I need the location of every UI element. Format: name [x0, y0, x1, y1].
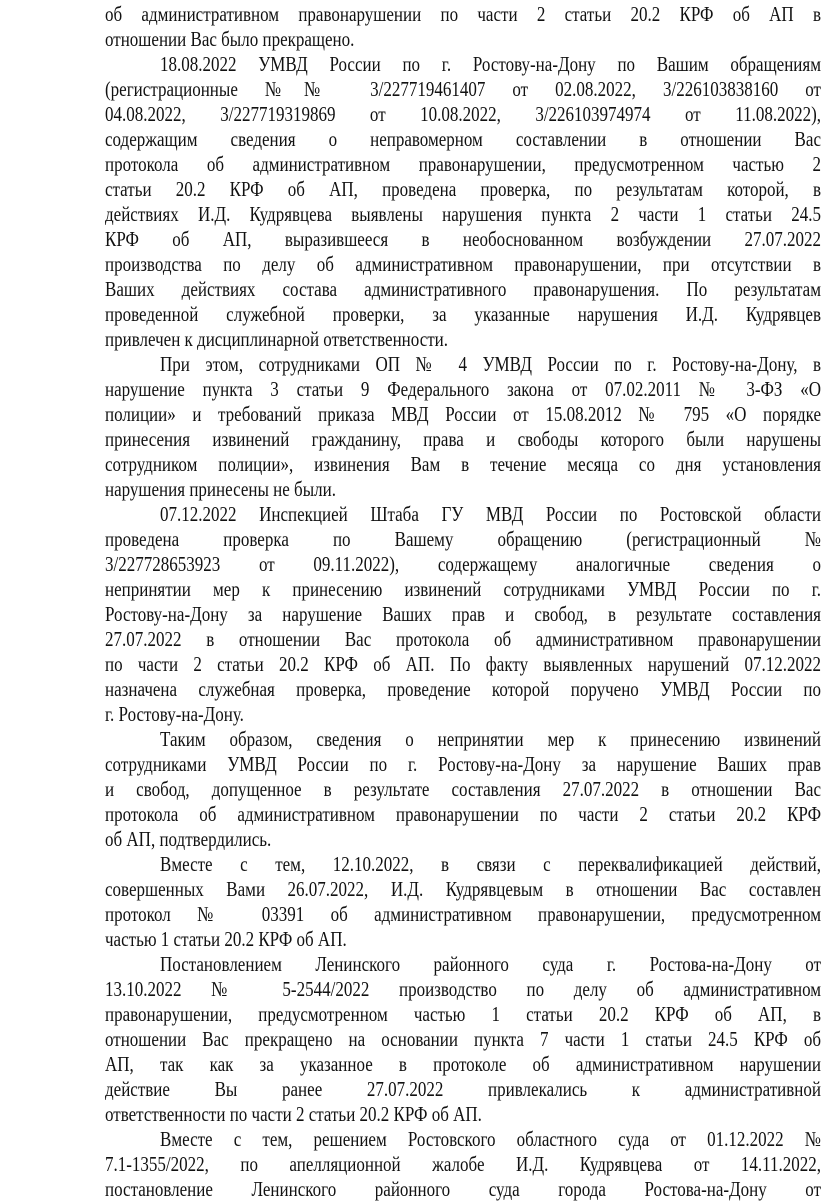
text-line: действиях И.Д. Кудрявцева выявлены нарушения пункта 2 части 1 статьи 24.5: [105, 202, 821, 226]
text-line: протокола об административном правонарушении по части 2 статьи 20.2 КРФ: [105, 802, 821, 826]
document-page: [105, 2, 821, 1202]
text-line: протокола об административном правонарушении, предусмотренном частью 2: [105, 152, 821, 176]
text-line: 27.07.2022 в отношении Вас протокола об административном правонарушении: [105, 627, 821, 651]
text-line: проведена проверка по Вашему обращению (регистрационный №: [105, 527, 821, 551]
paragraph: [105, 52, 821, 352]
text-line: нарушения принесены не были.: [105, 477, 336, 501]
text-line: 04.08.2022, 3/227719319869 от 10.08.2022, 3/226103974974 от 11.08.2022),: [105, 102, 821, 126]
text-line: ответственности по части 2 статьи 20.2 КРФ об АП.: [105, 1102, 482, 1126]
text-line: производства по делу об административном правонарушении, при отсутствии в: [105, 252, 821, 276]
text-line: об АП, подтвердились.: [105, 827, 272, 851]
paragraph: [105, 952, 821, 1127]
text-line: КРФ об АП, выразившееся в необоснованном возбуждении 27.07.2022: [105, 227, 821, 251]
text-line: (регистрационные №№ 3/227719461407 от 02.08.2022, 3/226103838160 от: [105, 77, 821, 101]
text-line: непринятии мер к принесению извинений сотрудниками УМВД России по г.: [105, 577, 821, 601]
text-line: проведенной служебной проверки, за указанные нарушения И.Д. Кудрявцев: [105, 302, 821, 326]
paragraph: [105, 727, 821, 852]
text-line: 18.08.2022 УМВД России по г. Ростову-на-Дону по Вашим обращениям: [160, 52, 821, 76]
text-line: АП, так как за указанное в протоколе об административном нарушении: [105, 1052, 821, 1076]
text-line: об административном правонарушении по части 2 статьи 20.2 КРФ об АП в: [105, 2, 821, 26]
text-line: принесения извинений гражданину, права и свободы которого были нарушены: [105, 427, 821, 451]
text-line: по части 2 статьи 20.2 КРФ об АП. По факту выявленных нарушений 07.12.2022: [105, 652, 821, 676]
text-line: Таким образом, сведения о непринятии мер к принесению извинений: [160, 727, 821, 751]
text-line: Вместе с тем, 12.10.2022, в связи с переквалификацией действий,: [160, 852, 821, 876]
text-line: статьи 20.2 КРФ об АП, проведена проверка, по результатам которой, в: [105, 177, 821, 201]
text-line: 3/227728653923 от 09.11.2022), содержащему аналогичные сведения о: [105, 552, 821, 576]
text-line: полиции» и требований приказа МВД России от 15.08.2012 № 795 «О порядке: [105, 402, 821, 426]
text-line: и свобод, допущенное в результате составления 27.07.2022 в отношении Вас: [105, 777, 821, 801]
text-line: Ростову-на-Дону за нарушение Ваших прав и свобод, в результате составления: [105, 602, 821, 626]
text-line: Постановлением Ленинского районного суда г. Ростова-на-Дону от: [160, 952, 821, 976]
text-line: отношении Вас прекращено на основании пункта 7 части 1 статьи 24.5 КРФ об: [105, 1027, 821, 1051]
paragraph: [105, 1127, 821, 1202]
text-line: При этом, сотрудниками ОП № 4 УМВД России по г. Ростову-на-Дону, в: [160, 352, 821, 376]
text-line: привлечен к дисциплинарной ответственности.: [105, 327, 449, 351]
paragraph: [105, 852, 821, 952]
text-line: сотрудниками УМВД России по г. Ростову-на-Дону за нарушение Ваших прав: [105, 752, 821, 776]
paragraph: [105, 352, 821, 502]
text-line: содержащим сведения о неправомерном составлении в отношении Вас: [105, 127, 821, 151]
text-line: правонарушении, предусмотренном частью 1 статьи 20.2 КРФ об АП, в: [105, 1002, 821, 1026]
text-line: частью 1 статьи 20.2 КРФ об АП.: [105, 927, 347, 951]
text-line: 07.12.2022 Инспекцией Штаба ГУ МВД России по Ростовской области: [160, 502, 821, 526]
text-line: г. Ростову-на-Дону.: [105, 702, 244, 726]
text-line: сотрудником полиции», извинения Вам в течение месяца со дня установления: [105, 452, 821, 476]
text-line: действие Вы ранее 27.07.2022 привлекались к административной: [105, 1077, 821, 1101]
text-line: протокол № 03391 об административном правонарушении, предусмотренном: [105, 902, 821, 926]
text-line: постановление Ленинского районного суда города Ростова-на-Дону от: [105, 1177, 821, 1201]
paragraph: [105, 2, 821, 52]
text-line: нарушение пункта 3 статьи 9 Федерального закона от 07.02.2011 № 3-ФЗ «О: [105, 377, 821, 401]
text-line: отношении Вас было прекращено.: [105, 27, 355, 51]
text-line: 7.1-1355/2022, по апелляционной жалобе И.Д. Кудрявцева от 14.11.2022,: [105, 1152, 821, 1176]
text-line: назначена служебная проверка, проведение которой поручено УМВД России по: [105, 677, 821, 701]
text-line: 13.10.2022 № 5-2544/2022 производство по делу об административном: [105, 977, 821, 1001]
text-line: Вместе с тем, решением Ростовского областного суда от 01.12.2022 №: [160, 1127, 821, 1151]
paragraph: [105, 502, 821, 727]
text-line: Ваших действиях состава административного правонарушения. По результатам: [105, 277, 821, 301]
text-line: совершенных Вами 26.07.2022, И.Д. Кудрявцевым в отношении Вас составлен: [105, 877, 821, 901]
